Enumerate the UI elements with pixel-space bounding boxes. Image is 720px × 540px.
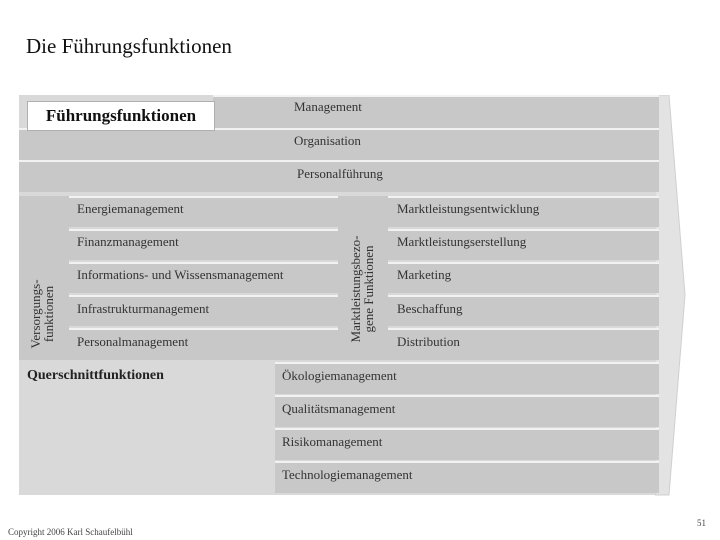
querschnitt-item-label: Risikomanagement xyxy=(282,434,383,449)
copyright-notice: Copyright 2006 Karl Schaufelbühl xyxy=(8,527,133,537)
versorgung-side-label-line1: Versorgungs- xyxy=(28,279,43,349)
querschnitt-label: Querschnittfunktionen xyxy=(27,368,164,383)
markt-side-label-line2: gene Funktionen xyxy=(361,245,376,333)
markt-item-label: Marktleistungsentwicklung xyxy=(397,201,540,216)
page-title: Die Führungsfunktionen xyxy=(26,34,232,58)
band-organisation-label: Organisation xyxy=(294,133,361,148)
versorgung-item-label: Infrastrukturmanagement xyxy=(77,301,210,316)
versorgung-item-label: Energiemanagement xyxy=(77,201,184,216)
markt-side-label xyxy=(349,224,377,354)
band-personalfuehrung-label: Personalführung xyxy=(297,166,383,181)
versorgung-item-label: Finanzmanagement xyxy=(77,234,179,249)
versorgung-item-label: Informations- und Wissensmanagement xyxy=(77,267,284,282)
band-management-label: Management xyxy=(294,99,362,114)
versorgung-item-label: Personalmanagement xyxy=(77,334,189,349)
flow-arrow-shape xyxy=(655,95,695,505)
querschnitt-item-label: Ökologiemanagement xyxy=(282,368,397,383)
markt-item-label: Marktleistungserstellung xyxy=(397,234,527,249)
versorgung-side-label xyxy=(29,249,57,379)
header-box-fuehrungsfunktionen: Führungsfunktionen xyxy=(27,101,215,131)
querschnitt-item-label: Technologiemanagement xyxy=(282,467,413,482)
markt-item-label: Marketing xyxy=(397,267,452,282)
markt-item-label: Beschaffung xyxy=(397,301,463,316)
band-management xyxy=(213,95,659,128)
page-number: 51 xyxy=(697,518,706,528)
versorgung-side-label-line2: funktionen xyxy=(41,285,56,343)
querschnitt-item-label: Qualitätsmanagement xyxy=(282,401,396,416)
markt-item-label: Distribution xyxy=(397,334,460,349)
markt-side-label-line1: Marktleistungsbezo- xyxy=(348,235,363,343)
